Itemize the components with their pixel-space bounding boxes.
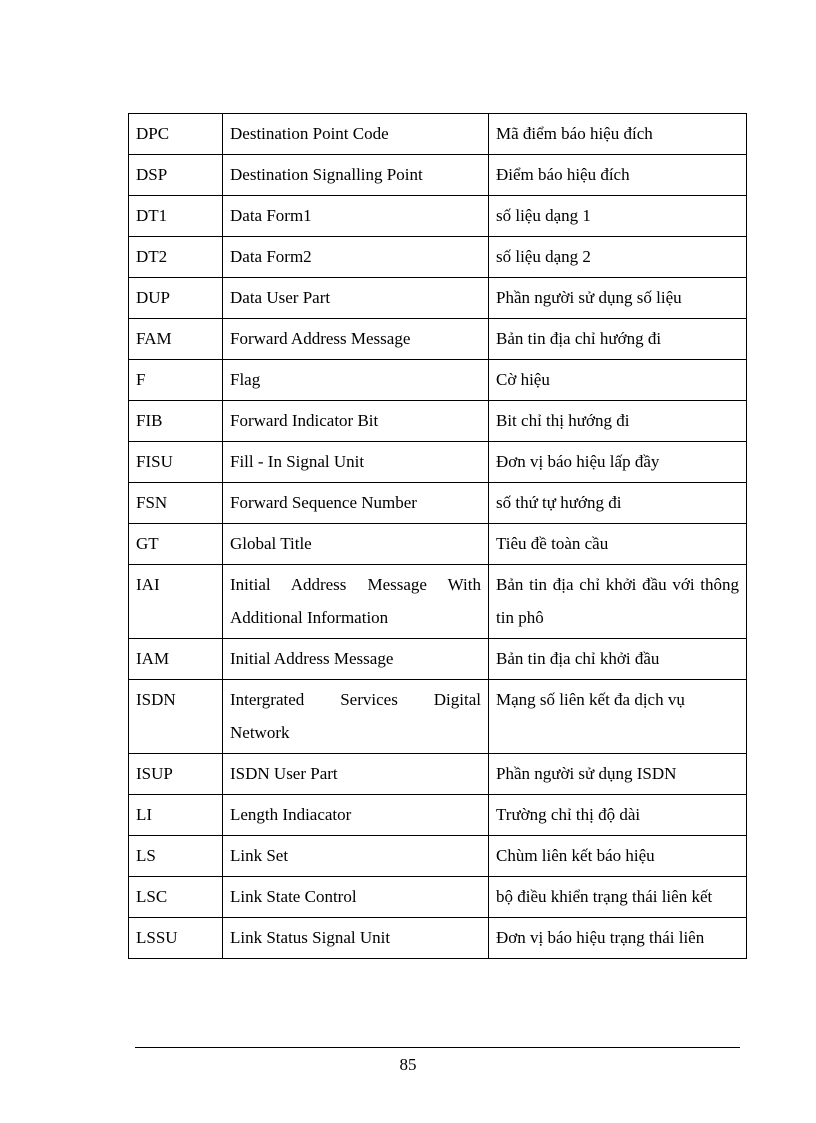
abbreviation-cell: LSC <box>129 877 223 918</box>
english-term-cell: Global Title <box>223 524 489 565</box>
abbreviation-cell: LSSU <box>129 918 223 959</box>
vietnamese-term-cell: số liệu dạng 1 <box>489 196 747 237</box>
table-row <box>129 360 747 401</box>
abbreviation-cell: FAM <box>129 319 223 360</box>
page-number: 85 <box>399 1055 417 1074</box>
table-row <box>129 680 747 754</box>
table-row <box>129 401 747 442</box>
table-row <box>129 237 747 278</box>
english-term-cell: Destination Signalling Point <box>223 155 489 196</box>
vietnamese-term-cell: Bit chỉ thị hướng đi <box>489 401 747 442</box>
vietnamese-term-cell: Phần người sử dụng ISDN <box>489 754 747 795</box>
vietnamese-term-cell: Bản tin địa chỉ khởi đầu với thông tin phô <box>489 565 747 639</box>
english-term-cell: Forward Address Message <box>223 319 489 360</box>
english-term-cell: Fill - In Signal Unit <box>223 442 489 483</box>
abbreviation-cell: F <box>129 360 223 401</box>
table-row <box>129 836 747 877</box>
table-row <box>129 483 747 524</box>
english-term-cell: ISDN User Part <box>223 754 489 795</box>
abbreviation-cell: FIB <box>129 401 223 442</box>
abbreviation-cell: GT <box>129 524 223 565</box>
vietnamese-term-cell: Điểm báo hiệu đích <box>489 155 747 196</box>
table-row <box>129 155 747 196</box>
abbreviation-table <box>128 113 747 959</box>
vietnamese-term-cell: Cờ hiệu <box>489 360 747 401</box>
table-row <box>129 639 747 680</box>
table-row <box>129 114 747 155</box>
english-term-cell: Link Status Signal Unit <box>223 918 489 959</box>
english-term-cell: Data Form1 <box>223 196 489 237</box>
english-term-cell: Data Form2 <box>223 237 489 278</box>
table-row <box>129 754 747 795</box>
vietnamese-term-cell: Chùm liên kết báo hiệu <box>489 836 747 877</box>
abbreviation-cell: ISDN <box>129 680 223 754</box>
abbreviation-cell: DUP <box>129 278 223 319</box>
english-term-cell: Data User Part <box>223 278 489 319</box>
table-row <box>129 565 747 639</box>
table-row <box>129 918 747 959</box>
vietnamese-term-cell: Mã điểm báo hiệu đích <box>489 114 747 155</box>
vietnamese-term-cell: Tiêu đề toàn cầu <box>489 524 747 565</box>
english-term-cell: Initial Address Message With Additional Information <box>223 565 489 639</box>
vietnamese-term-cell: số thứ tự hướng đi <box>489 483 747 524</box>
abbreviation-cell: ISUP <box>129 754 223 795</box>
vietnamese-term-cell: Trường chỉ thị độ dài <box>489 795 747 836</box>
abbreviation-cell: LS <box>129 836 223 877</box>
english-term-cell: Forward Sequence Number <box>223 483 489 524</box>
english-term-cell: Link Set <box>223 836 489 877</box>
english-term-cell: Link State Control <box>223 877 489 918</box>
table-row <box>129 524 747 565</box>
abbreviation-cell: DPC <box>129 114 223 155</box>
abbreviation-cell: FSN <box>129 483 223 524</box>
table-row <box>129 442 747 483</box>
vietnamese-term-cell: số liệu dạng 2 <box>489 237 747 278</box>
abbreviation-cell: DT2 <box>129 237 223 278</box>
table-row <box>129 877 747 918</box>
abbreviation-cell: FISU <box>129 442 223 483</box>
english-term-cell: Intergrated Services Digital Network <box>223 680 489 754</box>
footer-divider <box>135 1047 740 1048</box>
vietnamese-term-cell: Bản tin địa chỉ hướng đi <box>489 319 747 360</box>
abbreviation-cell: IAM <box>129 639 223 680</box>
abbreviation-cell: DSP <box>129 155 223 196</box>
abbreviation-cell: DT1 <box>129 196 223 237</box>
english-term-cell: Destination Point Code <box>223 114 489 155</box>
vietnamese-term-cell: bộ điều khiển trạng thái liên kết <box>489 877 747 918</box>
english-term-cell: Length Indiacator <box>223 795 489 836</box>
english-term-cell: Initial Address Message <box>223 639 489 680</box>
english-term-cell: Flag <box>223 360 489 401</box>
abbreviation-cell: LI <box>129 795 223 836</box>
vietnamese-term-cell: Đơn vị báo hiệu trạng thái liên <box>489 918 747 959</box>
vietnamese-term-cell: Phần người sử dụng số liệu <box>489 278 747 319</box>
table-row <box>129 278 747 319</box>
table-row <box>129 319 747 360</box>
vietnamese-term-cell: Đơn vị báo hiệu lấp đầy <box>489 442 747 483</box>
table-row <box>129 795 747 836</box>
vietnamese-term-cell: Bản tin địa chỉ khởi đầu <box>489 639 747 680</box>
abbreviation-cell: IAI <box>129 565 223 639</box>
table-row <box>129 196 747 237</box>
vietnamese-term-cell: Mạng số liên kết đa dịch vụ <box>489 680 747 754</box>
english-term-cell: Forward Indicator Bit <box>223 401 489 442</box>
